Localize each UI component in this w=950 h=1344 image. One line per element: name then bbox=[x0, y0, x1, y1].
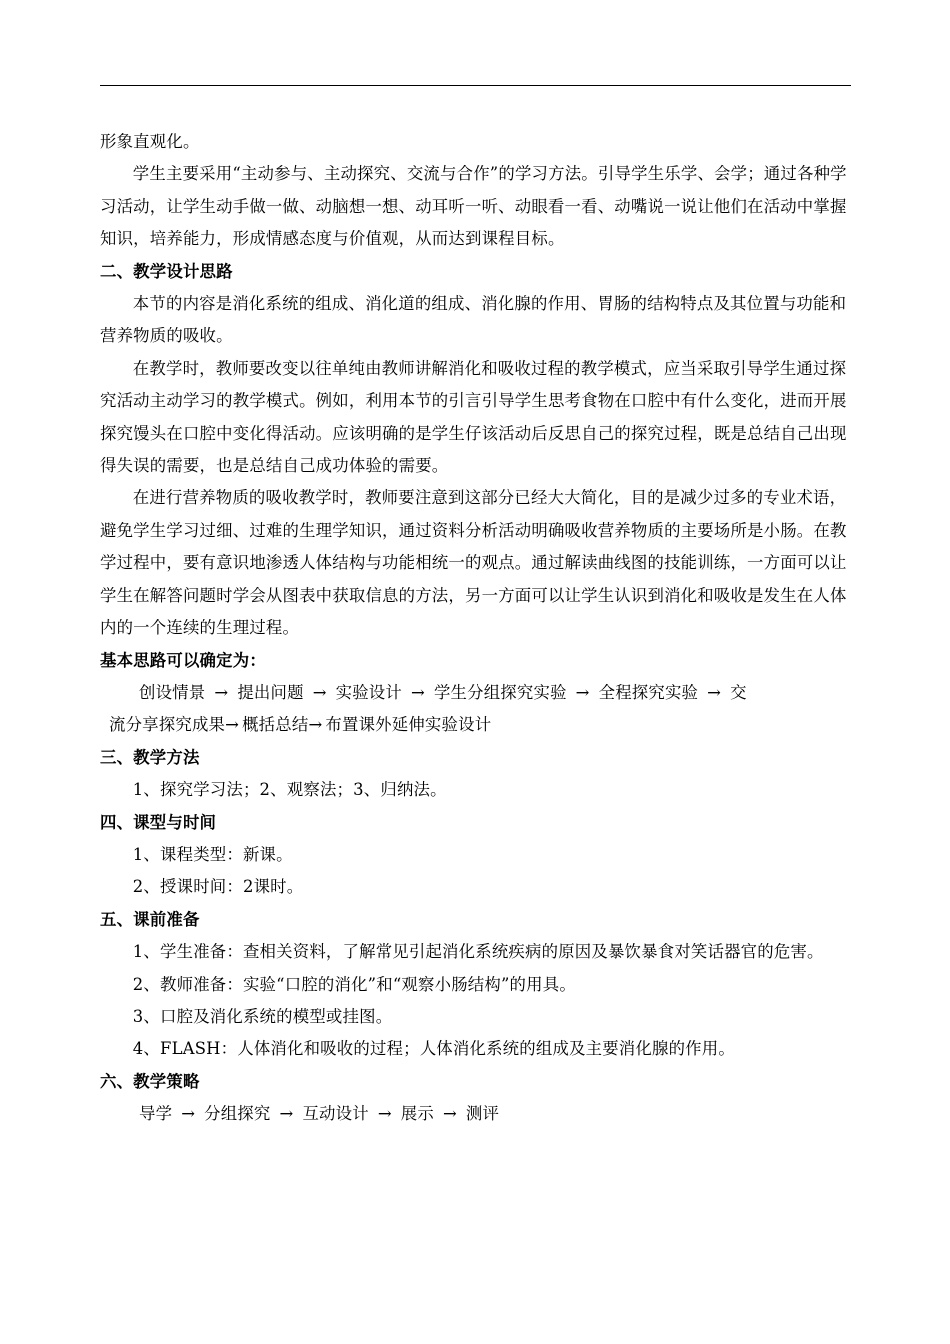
flow-step: 交 bbox=[730, 682, 747, 702]
flow-step: 实验设计 bbox=[335, 682, 402, 702]
flow-step: 布置课外延伸实验设计 bbox=[325, 715, 492, 735]
arrow-icon: → bbox=[225, 715, 240, 735]
paragraph: 形象直观化。 bbox=[100, 132, 200, 151]
arrow-icon: → bbox=[411, 682, 425, 702]
paragraph: 1、学生准备：查相关资料，了解常见引起消化系统疾病的原因及暴饮暴食对笑话器官的危害。 bbox=[132, 942, 824, 962]
flow-line bbox=[100, 1098, 851, 1130]
flow-step: 提出问题 bbox=[237, 682, 304, 702]
flow-step: 概括总结 bbox=[242, 715, 309, 735]
section-heading: 二、教学设计思路 bbox=[100, 261, 233, 281]
arrow-icon: → bbox=[308, 715, 323, 735]
paragraph: 1、课程类型：新课。 bbox=[132, 844, 293, 864]
section-heading: 三、教学方法 bbox=[100, 747, 200, 767]
arrow-icon: → bbox=[707, 682, 722, 702]
section-heading: 五、课前准备 bbox=[100, 909, 200, 929]
flow-step: 测评 bbox=[465, 1104, 500, 1124]
paragraph: 学生主要采用“主动参与、主动探究、交流与合作”的学习方法。引导学生乐学、会学；通过各种学习活动，让学生动手做一做、动脑想一想、动耳听一听、动眼看一看、动嘴说一说让他们在活动中掌握知识，培养能力，形成情感态度与价值观，从而达到课程目标。 bbox=[100, 164, 847, 249]
flow-step: 全程探究实验 bbox=[598, 682, 699, 702]
paragraph: 3、口腔及消化系统的模型或挂图。 bbox=[132, 1006, 393, 1026]
flow-step: 展示 bbox=[400, 1104, 434, 1124]
flow-line bbox=[100, 677, 851, 709]
flow-step: 分组探究 bbox=[204, 1104, 271, 1124]
flow-step: 创设情景 bbox=[139, 682, 206, 702]
flow-step: 导学 bbox=[139, 1104, 173, 1124]
document-body bbox=[100, 126, 851, 1131]
arrow-icon: → bbox=[279, 1104, 294, 1124]
paragraph: 在教学时，教师要改变以往单纯由教师讲解消化和吸收过程的教学模式，应当采取引导学生通过探究活动主动学习的教学模式。例如，利用本节的引言引导学生思考食物在口腔中有什么变化，进而开展探究馒头在口腔中变化得活动。应该明确的是学生仔该活动后反思自己的探究过程，既是总结自己出现得失误的需要，也是总结自己成功体验的需要。 bbox=[100, 358, 847, 476]
arrow-icon: → bbox=[442, 1104, 457, 1124]
arrow-icon: → bbox=[214, 682, 229, 702]
flow-step: 学生分组探究实验 bbox=[433, 682, 567, 702]
flow-step: 互动设计 bbox=[302, 1104, 369, 1124]
paragraph: 4、FLASH：人体消化和吸收的过程；人体消化系统的组成及主要消化腺的作用。 bbox=[132, 1039, 735, 1059]
section-heading: 四、课型与时间 bbox=[100, 812, 217, 832]
section-heading: 六、教学策略 bbox=[100, 1071, 200, 1091]
arrow-icon: → bbox=[181, 1104, 196, 1124]
paragraph: 在进行营养物质的吸收教学时，教师要注意到这部分已经大大简化，目的是减少过多的专业术语，避免学生学习过细、过难的生理学知识，通过资料分析活动明确吸收营养物质的主要场所是小肠。在教学过程中，要有意识地渗透人体结构与功能相统一的观点。通过解读曲线图的技能训练，一方面可以让学生在解答问题时学会从图表中获取信息的方法，另一方面可以让学生认识到消化和吸收是发生在人体内的一个连续的生理过程。 bbox=[100, 488, 847, 638]
arrow-icon: → bbox=[377, 1104, 392, 1124]
arrow-icon: → bbox=[575, 682, 590, 702]
header-rule bbox=[100, 85, 851, 86]
flow-step: 流分享探究成果 bbox=[109, 715, 226, 735]
arrow-icon: → bbox=[312, 682, 327, 702]
paragraph: 本节的内容是消化系统的组成、消化道的组成、消化腺的作用、胃肠的结构特点及其位置与功能和营养物质的吸收。 bbox=[100, 294, 847, 346]
paragraph: 2、授课时间：2课时。 bbox=[132, 877, 304, 897]
paragraph: 1、探究学习法；2、观察法；3、归纳法。 bbox=[132, 780, 447, 800]
paragraph: 2、教师准备：实验“口腔的消化”和“观察小肠结构”的用具。 bbox=[132, 974, 576, 994]
flow-line bbox=[100, 709, 851, 741]
section-heading: 基本思路可以确定为： bbox=[100, 650, 266, 670]
